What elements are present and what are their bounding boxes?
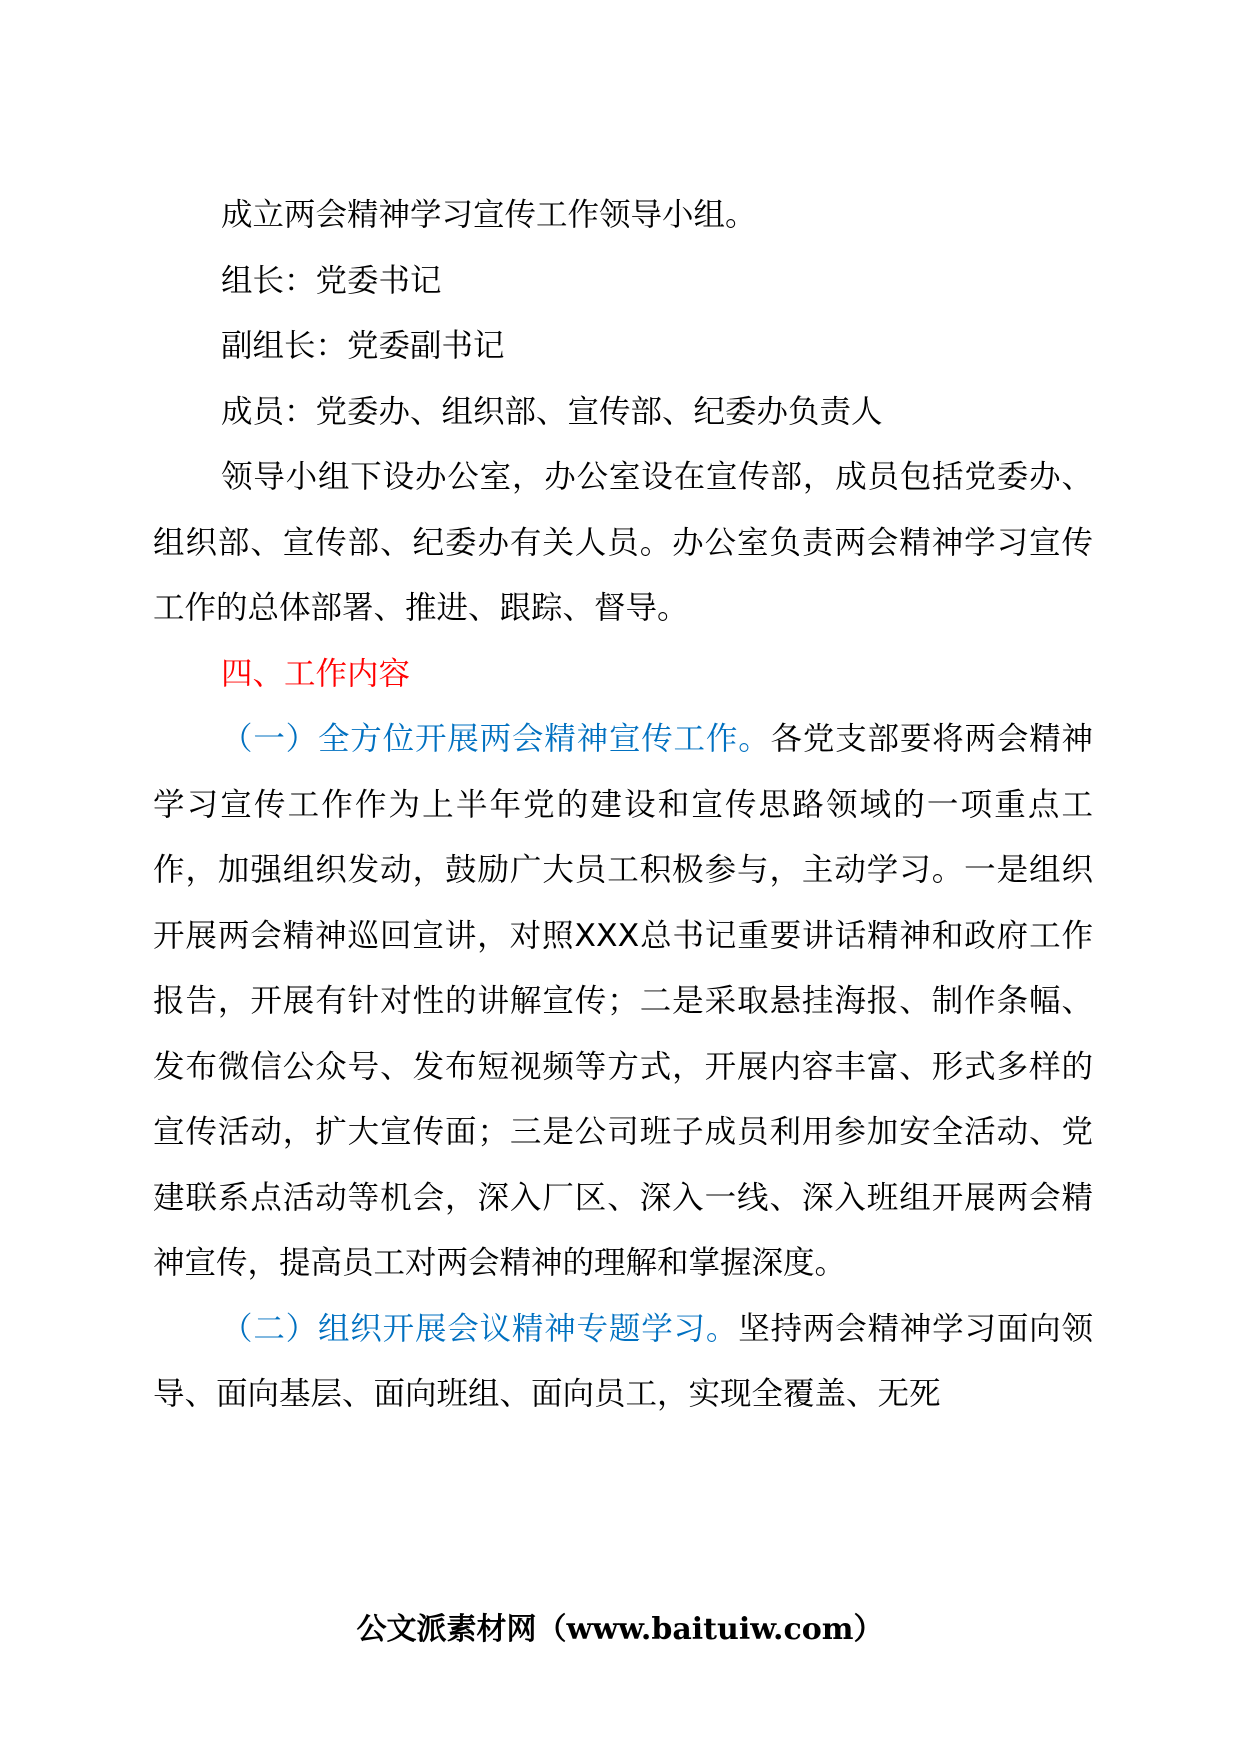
paragraph-subsection-2 bbox=[153, 1297, 1093, 1428]
section-heading-work-content: 四、工作内容 bbox=[221, 655, 411, 692]
paragraph-leading-group: 成立两会精神学习宣传工作领导小组。 bbox=[221, 197, 757, 233]
paragraph-deputy-leader: 副组长：党委副书记 bbox=[221, 328, 505, 364]
footer-watermark: 公文派素材网（www.baituiw.com） bbox=[356, 1612, 884, 1647]
paragraph-group-leader: 组长：党委书记 bbox=[221, 262, 442, 299]
paragraph-members: 成员：党委办、组织部、宣传部、纪委办负责人 bbox=[221, 393, 883, 430]
subsection-heading-2: （二）组织开展会议精神专题学习。 bbox=[221, 1310, 739, 1347]
subsection-body-1: 各党支部要将两会精神学习宣传工作作为上半年党的建设和宣传思路领域的一项重点工作，加强组织发动，鼓励广大员工积极参与，主动学习。一是组织开展两会精神巡回宣讲，对照XXX总书记重要讲话精神和政府工作报告，开展有针对性的讲解宣传；二是采取悬挂海报、制作条幅、发布微信公众号、发布短视频等方式，开展内容丰富、形式多样的宣传活动，扩大宣传面；三是公司班子成员利用参加安全活动、党建联系点活动等机会，深入厂区、深入一线、深入班组开展两会精神宣传，提高员工对两会精神的理解和掌握深度。 bbox=[153, 721, 1093, 1281]
subsection-heading-1: （一）全方位开展两会精神宣传工作。 bbox=[221, 721, 771, 757]
document-body bbox=[153, 183, 1093, 1428]
paragraph-subsection-1 bbox=[153, 707, 1093, 1297]
paragraph-office: 领导小组下设办公室，办公室设在宣传部，成员包括党委办、组织部、宣传部、纪委办有关人员。办公室负责两会精神学习宣传工作的总体部署、推进、跟踪、督导。 bbox=[153, 459, 1093, 626]
subsection-body-2: 坚持两会精神学习面向领导、面向基层、面向班组、面向员工，实现全覆盖、无死 bbox=[153, 1310, 1093, 1412]
